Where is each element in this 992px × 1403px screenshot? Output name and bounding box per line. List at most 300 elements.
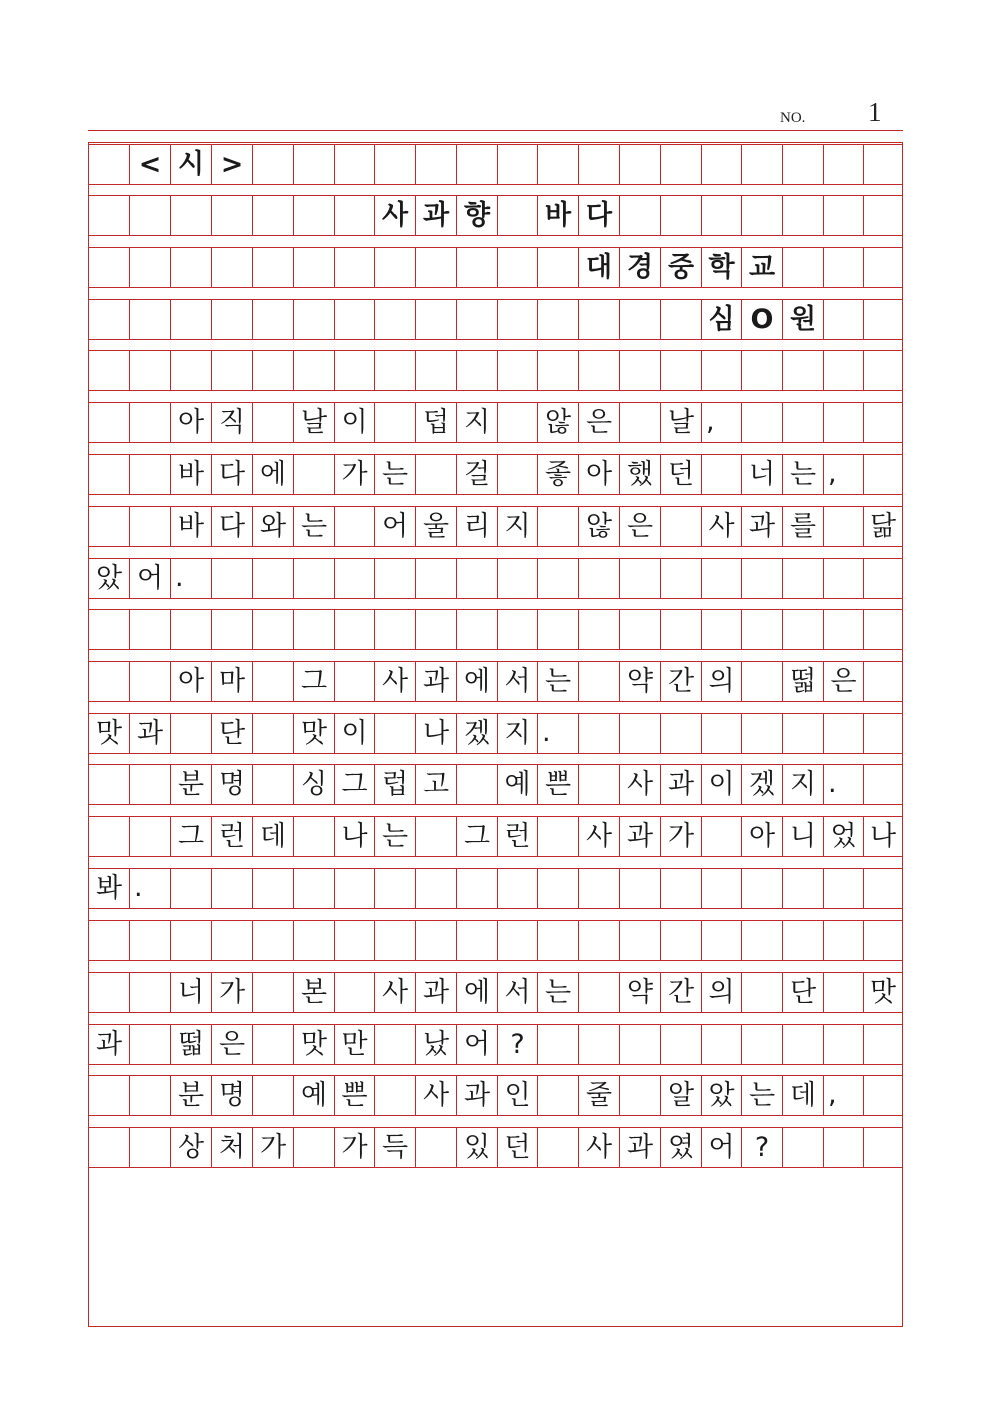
- grid-cell: [578, 713, 619, 754]
- grid-cell: 간: [660, 661, 701, 702]
- grid-cell: [129, 764, 170, 805]
- grid-cell: [293, 609, 334, 650]
- grid-cell: 인: [497, 1075, 537, 1116]
- grid-row: [88, 402, 903, 443]
- grid-cell: [374, 402, 415, 443]
- grid-row: [88, 506, 903, 547]
- grid-cell: 득: [374, 1127, 415, 1168]
- grid-cell: 과: [415, 661, 456, 702]
- grid-cell: [211, 247, 252, 288]
- grid-cell: [497, 558, 537, 599]
- grid-cell: [415, 609, 456, 650]
- grid-cell: [415, 350, 456, 391]
- grid-cell: 심: [701, 299, 741, 340]
- grid-cell: [252, 972, 293, 1013]
- grid-cell: [578, 144, 619, 185]
- grid-cell: [497, 920, 537, 961]
- grid-cell: 했: [619, 454, 660, 495]
- grid-cell: [660, 506, 701, 547]
- grid-cell: 그: [293, 661, 334, 702]
- grid-cell: [578, 764, 619, 805]
- grid-row: [88, 816, 903, 857]
- grid-cell: [415, 816, 456, 857]
- grid-cell: [863, 247, 903, 288]
- grid-cell: ,: [823, 1075, 863, 1116]
- grid-cell: [863, 713, 903, 754]
- grid-cell: 그: [456, 816, 497, 857]
- grid-cell: [863, 402, 903, 443]
- grid-cell: [293, 868, 334, 909]
- grid-cell: [863, 454, 903, 495]
- grid-cell: 는: [293, 506, 334, 547]
- grid-cell: 가: [334, 454, 374, 495]
- grid-cell: 사: [374, 972, 415, 1013]
- grid-cell: [660, 920, 701, 961]
- grid-cell: 럽: [374, 764, 415, 805]
- grid-cell: [782, 920, 823, 961]
- grid-cell: [782, 144, 823, 185]
- grid-cell: 과: [88, 1024, 129, 1065]
- grid-cell: [88, 920, 129, 961]
- grid-cell: [660, 299, 701, 340]
- grid-cell: 있: [456, 1127, 497, 1168]
- grid-cell: 는: [537, 972, 578, 1013]
- grid-row: [88, 1127, 903, 1168]
- grid-cell: [497, 868, 537, 909]
- grid-cell: [211, 920, 252, 961]
- grid-cell: [497, 299, 537, 340]
- grid-cell: [415, 247, 456, 288]
- grid-cell: ?: [741, 1127, 782, 1168]
- grid-cell: 사: [415, 1075, 456, 1116]
- grid-row: [88, 764, 903, 805]
- grid-cell: 와: [252, 506, 293, 547]
- grid-cell: [537, 247, 578, 288]
- grid-cell: 이: [334, 402, 374, 443]
- grid-cell: [537, 816, 578, 857]
- grid-cell: [497, 247, 537, 288]
- grid-cell: [823, 506, 863, 547]
- grid-cell: 쁜: [537, 764, 578, 805]
- grid-cell: [252, 402, 293, 443]
- header-rule: [88, 130, 903, 131]
- grid-cell: [129, 195, 170, 236]
- grid-cell: [863, 350, 903, 391]
- grid-cell: [863, 764, 903, 805]
- grid-cell: [782, 1127, 823, 1168]
- grid-cell: 본: [293, 972, 334, 1013]
- grid-cell: 에: [456, 972, 497, 1013]
- grid-cell: [252, 144, 293, 185]
- grid-cell: [782, 350, 823, 391]
- grid-cell: [823, 558, 863, 599]
- grid-cell: 대: [578, 247, 619, 288]
- grid-cell: 바: [170, 506, 211, 547]
- grid-cell: [741, 661, 782, 702]
- grid-cell: [88, 506, 129, 547]
- grid-cell: [578, 609, 619, 650]
- grid-cell: [741, 920, 782, 961]
- grid-cell: [619, 195, 660, 236]
- grid-cell: [252, 350, 293, 391]
- grid-cell: 원: [782, 299, 823, 340]
- grid-cell: .: [537, 713, 578, 754]
- grid-cell: 좋: [537, 454, 578, 495]
- grid-cell: [252, 920, 293, 961]
- grid-cell: 향: [456, 195, 497, 236]
- grid-cell: 과: [415, 195, 456, 236]
- grid-cell: [537, 920, 578, 961]
- grid-cell: [619, 609, 660, 650]
- grid-cell: 알: [660, 1075, 701, 1116]
- grid-cell: 은: [619, 506, 660, 547]
- grid-cell: 던: [497, 1127, 537, 1168]
- grid-cell: [252, 609, 293, 650]
- grid-row: [88, 299, 903, 340]
- grid-cell: [497, 350, 537, 391]
- grid-cell: 를: [782, 506, 823, 547]
- grid-cell: [660, 558, 701, 599]
- page-number: 1: [868, 97, 882, 127]
- grid-cell: 만: [334, 1024, 374, 1065]
- grid-row: [88, 1075, 903, 1116]
- grid-cell: [415, 868, 456, 909]
- grid-cell: [456, 299, 497, 340]
- grid-cell: [88, 195, 129, 236]
- grid-cell: [374, 713, 415, 754]
- grid-cell: 은: [823, 661, 863, 702]
- grid-cell: [252, 868, 293, 909]
- grid-cell: 데: [252, 816, 293, 857]
- grid-cell: [88, 1127, 129, 1168]
- grid-cell: [619, 402, 660, 443]
- grid-cell: [211, 868, 252, 909]
- grid-cell: [415, 454, 456, 495]
- grid-cell: ,: [823, 454, 863, 495]
- grid-cell: [211, 350, 252, 391]
- grid-cell: [252, 1024, 293, 1065]
- grid-cell: 어: [456, 1024, 497, 1065]
- grid-cell: [415, 144, 456, 185]
- grid-cell: [334, 609, 374, 650]
- grid-cell: 단: [211, 713, 252, 754]
- grid-cell: [170, 713, 211, 754]
- grid-cell: [863, 195, 903, 236]
- grid-cell: 사: [619, 764, 660, 805]
- grid-cell: [334, 661, 374, 702]
- grid-cell: 경: [619, 247, 660, 288]
- grid-cell: [252, 1075, 293, 1116]
- grid-cell: 싱: [293, 764, 334, 805]
- grid-cell: [578, 558, 619, 599]
- grid-cell: [701, 1024, 741, 1065]
- grid-row: [88, 868, 903, 909]
- grid-cell: [456, 609, 497, 650]
- grid-cell: [334, 195, 374, 236]
- grid-cell: 런: [211, 816, 252, 857]
- grid-cell: [578, 299, 619, 340]
- grid-cell: [823, 972, 863, 1013]
- grid-row: [88, 713, 903, 754]
- grid-row: [88, 1024, 903, 1065]
- grid-cell: [293, 195, 334, 236]
- grid-cell: [578, 350, 619, 391]
- grid-cell: 였: [660, 1127, 701, 1168]
- grid-cell: 는: [741, 1075, 782, 1116]
- grid-cell: 상: [170, 1127, 211, 1168]
- grid-cell: 예: [497, 764, 537, 805]
- grid-cell: 닮: [863, 506, 903, 547]
- grid-cell: 맛: [863, 972, 903, 1013]
- grid-cell: [660, 868, 701, 909]
- grid-cell: 단: [782, 972, 823, 1013]
- grid-cell: [456, 247, 497, 288]
- grid-cell: 너: [170, 972, 211, 1013]
- grid-cell: [334, 506, 374, 547]
- grid-cell: [88, 609, 129, 650]
- grid-cell: [170, 195, 211, 236]
- grid-cell: [782, 868, 823, 909]
- grid-cell: [129, 1024, 170, 1065]
- grid-cell: 가: [211, 972, 252, 1013]
- grid-cell: [660, 713, 701, 754]
- grid-cell: [701, 609, 741, 650]
- grid-cell: [823, 195, 863, 236]
- grid-cell: 과: [619, 1127, 660, 1168]
- grid-cell: [129, 920, 170, 961]
- grid-cell: [741, 609, 782, 650]
- grid-cell: 니: [782, 816, 823, 857]
- grid-cell: [129, 609, 170, 650]
- grid-cell: 덥: [415, 402, 456, 443]
- grid-cell: [129, 661, 170, 702]
- grid-cell: [374, 350, 415, 391]
- grid-cell: 가: [334, 1127, 374, 1168]
- grid-cell: 은: [211, 1024, 252, 1065]
- grid-cell: [701, 713, 741, 754]
- grid-cell: [660, 195, 701, 236]
- grid-cell: [129, 1075, 170, 1116]
- grid-cell: 던: [660, 454, 701, 495]
- grid-cell: [374, 868, 415, 909]
- grid-cell: ?: [497, 1024, 537, 1065]
- grid-cell: [863, 1024, 903, 1065]
- grid-cell: [660, 609, 701, 650]
- grid-cell: [701, 144, 741, 185]
- grid-row: [88, 609, 903, 650]
- grid-cell: [782, 558, 823, 599]
- grid-cell: [863, 868, 903, 909]
- grid-cell: [252, 558, 293, 599]
- grid-cell: 사: [374, 661, 415, 702]
- grid-cell: 겠: [456, 713, 497, 754]
- grid-cell: [497, 454, 537, 495]
- grid-cell: 았: [701, 1075, 741, 1116]
- grid-cell: [782, 195, 823, 236]
- grid-cell: 지: [497, 506, 537, 547]
- grid-cell: 이: [701, 764, 741, 805]
- grid-cell: 아: [578, 454, 619, 495]
- grid-cell: ,: [701, 402, 741, 443]
- grid-cell: [129, 506, 170, 547]
- grid-cell: 명: [211, 1075, 252, 1116]
- grid-cell: 걸: [456, 454, 497, 495]
- grid-cell: 맛: [293, 713, 334, 754]
- grid-cell: [456, 868, 497, 909]
- grid-cell: [129, 972, 170, 1013]
- grid-cell: 지: [497, 713, 537, 754]
- grid-cell: [863, 558, 903, 599]
- grid-cell: 었: [823, 816, 863, 857]
- grid-cell: [619, 1024, 660, 1065]
- grid-cell: [129, 1127, 170, 1168]
- grid-row: [88, 920, 903, 961]
- grid-cell: 과: [660, 764, 701, 805]
- grid-cell: [374, 1024, 415, 1065]
- grid-cell: 날: [293, 402, 334, 443]
- grid-cell: [701, 816, 741, 857]
- grid-cell: [537, 506, 578, 547]
- grid-cell: [334, 558, 374, 599]
- grid-cell: [293, 920, 334, 961]
- grid-cell: [374, 299, 415, 340]
- grid-cell: [863, 144, 903, 185]
- grid-cell: 다: [211, 506, 252, 547]
- grid-cell: [211, 558, 252, 599]
- grid-cell: 약: [619, 661, 660, 702]
- grid-cell: [578, 920, 619, 961]
- grid-cell: [782, 713, 823, 754]
- grid-cell: [170, 920, 211, 961]
- grid-cell: 서: [497, 972, 537, 1013]
- grid-cell: [88, 350, 129, 391]
- grid-cell: [129, 402, 170, 443]
- grid-cell: 직: [211, 402, 252, 443]
- grid-row: [88, 144, 903, 185]
- grid-cell: [252, 299, 293, 340]
- grid-cell: [823, 920, 863, 961]
- grid-cell: [497, 195, 537, 236]
- grid-cell: [170, 868, 211, 909]
- grid-cell: 다: [211, 454, 252, 495]
- grid-cell: [619, 868, 660, 909]
- grid-cell: 쁜: [334, 1075, 374, 1116]
- grid-cell: 학: [701, 247, 741, 288]
- grid-cell: [619, 144, 660, 185]
- grid-cell: [415, 1127, 456, 1168]
- grid-cell: 어: [129, 558, 170, 599]
- grid-cell: 나: [415, 713, 456, 754]
- grid-cell: [170, 247, 211, 288]
- grid-cell: 그: [170, 816, 211, 857]
- grid-cell: [252, 764, 293, 805]
- grid-cell: [211, 609, 252, 650]
- grid-cell: [497, 402, 537, 443]
- grid-cell: [88, 816, 129, 857]
- grid-cell: 바: [170, 454, 211, 495]
- grid-cell: 아: [741, 816, 782, 857]
- grid-cell: 는: [374, 816, 415, 857]
- grid-cell: [823, 1024, 863, 1065]
- grid-cell: [537, 1075, 578, 1116]
- grid-cell: 사: [374, 195, 415, 236]
- grid-cell: 지: [782, 764, 823, 805]
- grid-cell: 바: [537, 195, 578, 236]
- grid-cell: 과: [415, 972, 456, 1013]
- grid-cell: [334, 868, 374, 909]
- grid-cell: 분: [170, 1075, 211, 1116]
- grid-cell: [293, 144, 334, 185]
- grid-cell: [374, 247, 415, 288]
- grid-cell: [88, 247, 129, 288]
- grid-cell: [170, 609, 211, 650]
- grid-cell: [619, 350, 660, 391]
- grid-cell: <: [129, 144, 170, 185]
- grid-cell: [660, 350, 701, 391]
- grid-cell: [293, 299, 334, 340]
- grid-cell: [863, 661, 903, 702]
- grid-cell: 중: [660, 247, 701, 288]
- grid-row: [88, 350, 903, 391]
- grid-cell: 는: [782, 454, 823, 495]
- grid-cell: 과: [619, 816, 660, 857]
- grid-cell: 날: [660, 402, 701, 443]
- grid-cell: 않: [537, 402, 578, 443]
- grid-cell: [537, 1127, 578, 1168]
- grid-cell: [456, 144, 497, 185]
- grid-cell: [823, 144, 863, 185]
- grid-cell: [88, 299, 129, 340]
- grid-cell: [823, 350, 863, 391]
- grid-cell: [537, 350, 578, 391]
- grid-cell: [578, 972, 619, 1013]
- grid-cell: [497, 609, 537, 650]
- grid-cell: [782, 402, 823, 443]
- grid-cell: [863, 1127, 903, 1168]
- grid-cell: [537, 1024, 578, 1065]
- grid-cell: [537, 144, 578, 185]
- grid-cell: [293, 1127, 334, 1168]
- grid-cell: 사: [701, 506, 741, 547]
- grid-cell: [88, 1075, 129, 1116]
- grid-cell: 울: [415, 506, 456, 547]
- grid-cell: [741, 558, 782, 599]
- grid-cell: 그: [334, 764, 374, 805]
- grid-cell: [741, 195, 782, 236]
- grid-cell: 나: [334, 816, 374, 857]
- grid-cell: [88, 144, 129, 185]
- grid-cell: [374, 144, 415, 185]
- grid-cell: [88, 972, 129, 1013]
- grid-cell: 떫: [782, 661, 823, 702]
- grid-cell: [170, 299, 211, 340]
- grid-row: [88, 454, 903, 495]
- grid-cell: 데: [782, 1075, 823, 1116]
- grid-cell: [170, 350, 211, 391]
- grid-cell: [701, 454, 741, 495]
- grid-cell: .: [823, 764, 863, 805]
- grid-cell: [619, 558, 660, 599]
- grid-cell: 맛: [293, 1024, 334, 1065]
- page-number-label: NO.: [780, 110, 806, 126]
- grid-cell: 에: [456, 661, 497, 702]
- grid-cell: 줄: [578, 1075, 619, 1116]
- grid-cell: [88, 661, 129, 702]
- grid-row: [88, 972, 903, 1013]
- grid-cell: [823, 713, 863, 754]
- grid-cell: [863, 1075, 903, 1116]
- grid-cell: >: [211, 144, 252, 185]
